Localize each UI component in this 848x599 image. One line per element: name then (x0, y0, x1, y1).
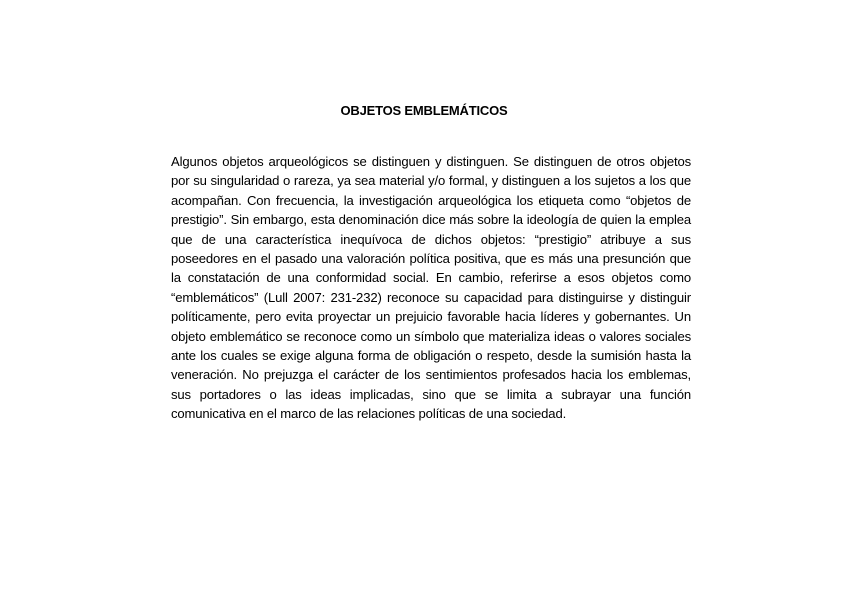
document-title: OBJETOS EMBLEMÁTICOS (340, 103, 508, 118)
document-paragraph: Algunos objetos arqueológicos se distinguen y distinguen. Se distinguen de otros objetos por su singularidad o rareza, ya sea material y/o formal, y distinguen a los sujetos a los que acompañan. Con frecuencia, la investigación arqueológica los etiqueta como “objetos de prestigio”. Sin embargo, esta denominación dice más sobre la ideología de quien la emplea que de una característica inequívoca de dichos objetos: “prestigio” atribuye a sus poseedores en el pasado una valoración política positiva, que es más una presunción que la constatación de una conformidad social. En cambio, referirse a esos objetos como “emblemáticos” (Lull 2007: 231-232) reconoce su capacidad para distinguirse y distinguir políticamente, pero evita proyectar un prejuicio favorable hacia líderes y gobernantes. Un objeto emblemático se reconoce como un símbolo que materializa ideas o valores sociales ante los cuales se exige alguna forma de obligación o respeto, desde la sumisión hasta la veneración. No prejuzga el carácter de los sentimientos profesados hacia los emblemas, sus portadores o las ideas implicadas, sino que se limita a subrayar una función comunicativa en el marco de las relaciones políticas de una sociedad. (171, 154, 691, 422)
